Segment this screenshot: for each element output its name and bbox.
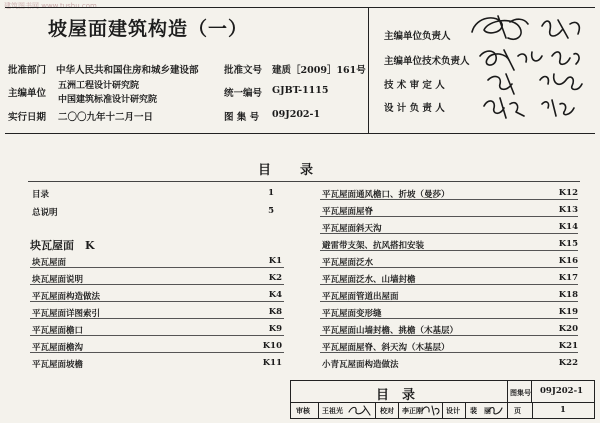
footer-top-border (290, 380, 595, 381)
toc-item-name: 平瓦屋面泛水、山墙封檐 (322, 275, 416, 285)
header-bottom-border (5, 133, 595, 134)
responsible-label: 设 计 负 责 人 (384, 103, 445, 114)
footer-atlas-label: 图集号 (510, 388, 531, 397)
toc-row-line (320, 335, 578, 336)
footer-review-name: 王祖光 (322, 406, 343, 415)
toc-item-page: K9 (268, 324, 282, 334)
date-value: 二〇〇九年十二月一日 (58, 112, 154, 123)
toc-item-name: 块瓦屋面 (32, 258, 67, 268)
footer-cell-line (465, 402, 466, 418)
footer-signature (346, 403, 374, 417)
toc-item-page: K22 (558, 358, 578, 368)
editor-line-2: 中国建筑标准设计研究院 (58, 95, 158, 105)
footer-page-label: 页 (514, 406, 521, 415)
toc-item-name: 平瓦屋面泛水 (322, 258, 374, 268)
toc-item-page: K14 (558, 222, 578, 232)
unified-no-value: GJBT-1115 (272, 85, 329, 96)
watermark: 建筑图书网 www.tushu.com (4, 2, 97, 10)
approve-doc-value: 建质［2009］161号 (272, 65, 366, 76)
approve-dept-value: 中华人民共和国住房和城乡建设部 (56, 65, 199, 76)
footer-right-border (594, 380, 595, 418)
toc-item-name: 平瓦屋面檐沟 (32, 343, 84, 353)
toc-item-name: 平瓦屋面构造做法 (32, 292, 101, 302)
toc-item-name: 平瓦屋面屋脊、斜天沟（木基层） (322, 343, 450, 353)
approve-doc-label: 批准文号 (224, 65, 263, 76)
toc-item-name: 平瓦屋面详图索引 (32, 309, 101, 319)
toc-title-underline (28, 181, 580, 182)
handwritten-signatures (458, 8, 596, 128)
footer-divider (507, 380, 508, 418)
toc-item-page: 5 (268, 206, 274, 216)
page-title: 坡屋面建筑构造（一） (48, 18, 249, 40)
responsible-label: 技 术 审 定 人 (384, 80, 445, 91)
toc-item-page: K20 (558, 324, 578, 334)
footer-atlas-value: 09J202-1 (540, 386, 584, 396)
approve-dept-label: 批准部门 (8, 65, 47, 76)
toc-item-name: 平瓦屋面坡檐 (32, 360, 84, 370)
toc-row-line (320, 301, 578, 302)
toc-item-page: K17 (558, 273, 578, 283)
footer-title: 目 录 (376, 388, 416, 403)
footer-divider (532, 402, 533, 418)
toc-item-name: 小青瓦屋面构造做法 (322, 360, 399, 370)
footer-review-label: 审核 (296, 406, 310, 415)
footer-bottom-border (290, 418, 595, 419)
toc-item-page: 1 (268, 188, 274, 198)
toc-item-name: 平瓦屋面斜天沟 (322, 224, 382, 234)
toc-row-line (320, 250, 578, 251)
toc-row-line (30, 318, 284, 319)
footer-cell-line (318, 402, 319, 418)
toc-row-line (320, 284, 578, 285)
header-divider (368, 7, 369, 133)
toc-row-line (30, 267, 284, 268)
footer-left-border (290, 380, 291, 418)
toc-row-line (320, 318, 578, 319)
toc-row-line (30, 284, 284, 285)
toc-row-line (320, 199, 578, 200)
toc-row-line (320, 216, 578, 217)
footer-design-label: 设计 (446, 406, 460, 415)
toc-item-page: K18 (558, 290, 578, 300)
footer-design-name: 裴 丽 (470, 406, 491, 415)
toc-item-page: K16 (558, 256, 578, 266)
toc-item-page: K4 (268, 290, 282, 300)
toc-item-page: K19 (558, 307, 578, 317)
toc-item-name: 平瓦屋面檐口 (32, 326, 84, 336)
toc-item-page: K11 (262, 358, 282, 368)
footer-signature (486, 403, 506, 417)
toc-item-name: 目录 (32, 190, 50, 200)
toc-title: 目 录 (258, 163, 315, 178)
toc-item-name: 平瓦屋面山墙封檐、挑檐（木基层） (322, 326, 459, 336)
toc-row-line (30, 301, 284, 302)
footer-cell-line (375, 402, 376, 418)
toc-row-line (320, 267, 578, 268)
footer-cell-line (398, 402, 399, 418)
toc-item-page: K21 (558, 341, 578, 351)
toc-row-line (320, 233, 578, 234)
toc-row-line (320, 352, 578, 353)
toc-item-name: 块瓦屋面说明 (32, 275, 84, 285)
toc-item-page: K10 (262, 341, 282, 351)
toc-item-name: 平瓦屋面管道出屋面 (322, 292, 399, 302)
toc-row-line (30, 335, 284, 336)
toc-item-name: 平瓦屋面变形缝 (322, 309, 382, 319)
toc-item-page: K13 (558, 205, 578, 215)
date-label: 实行日期 (8, 112, 47, 123)
toc-row-line (30, 352, 284, 353)
footer-check-label: 校对 (380, 406, 394, 415)
toc-item-name: 平瓦屋面通风檐口、折坡（曼莎） (322, 190, 450, 200)
footer-divider (531, 380, 532, 402)
editor-label: 主编单位 (8, 88, 47, 99)
atlas-value: 09J202-1 (272, 109, 321, 120)
atlas-label: 图 集 号 (224, 112, 260, 123)
toc-item-name: 避雷带支架、抗风搭扣安装 (322, 241, 425, 251)
section-title: 块瓦屋面 K (30, 239, 95, 252)
toc-item-page: K2 (268, 273, 282, 283)
toc-item-page: K15 (558, 239, 578, 249)
footer-check-name: 李正刚 (402, 406, 423, 415)
toc-item-name: 总说明 (32, 208, 58, 218)
footer-page-value: 1 (560, 405, 566, 415)
toc-item-page: K12 (558, 188, 578, 198)
toc-item-page: K1 (268, 256, 282, 266)
responsible-label: 主编单位负责人 (384, 31, 451, 42)
toc-item-name: 平瓦屋面屋脊 (322, 207, 374, 217)
editor-line-1: 五洲工程设计研究院 (58, 81, 140, 91)
footer-signature (420, 403, 442, 417)
responsible-label: 主编单位技术负责人 (384, 56, 470, 67)
footer-cell-line (442, 402, 443, 418)
unified-no-label: 统一编号 (224, 88, 263, 99)
toc-item-page: K8 (268, 307, 282, 317)
